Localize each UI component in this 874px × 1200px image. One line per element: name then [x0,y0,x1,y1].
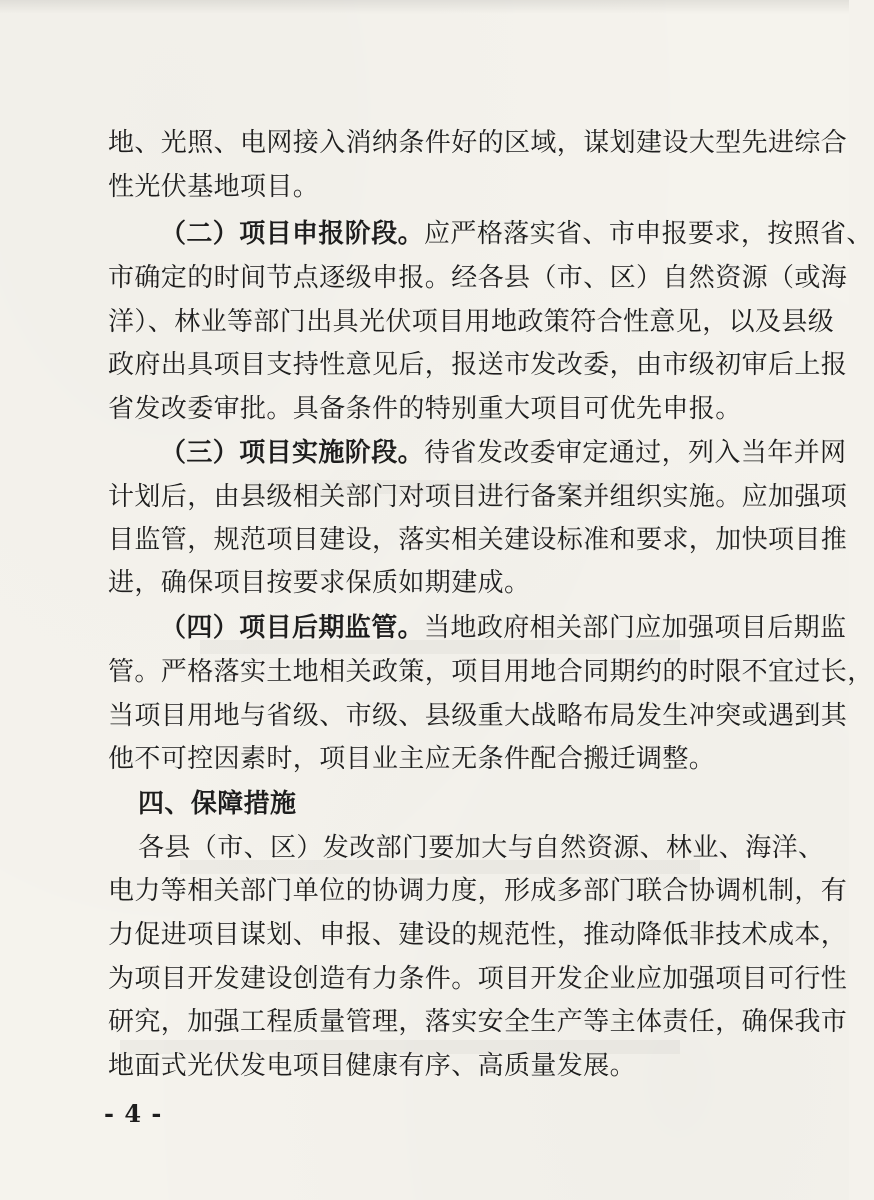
p1-line-1: 地、光照、电网接入消纳条件好的区域，谋划建设大型先进综合 [108,128,848,158]
p5-line-1: 各县（市、区）发改部门要加大与自然资源、林业、海洋、 [138,833,825,863]
p3-line-1 [160,433,847,473]
p2-line-4: 政府出具项目支持性意见后，报送市发改委，由市级初审后上报 [108,350,848,380]
p4-line-2: 管。严格落实土地相关政策，项目用地合同期约的时限不宜过长， [108,657,874,687]
p4-lead: （四）项目后期监管。 [160,613,425,643]
scan-top-edge [0,0,849,14]
p5-line-6: 地面式光伏发电项目健康有序、高质量发展。 [108,1051,637,1081]
p3-lead: （三）项目实施阶段。 [160,438,425,468]
p2-line-3: 洋）、林业等部门出具光伏项目用地政策符合性意见，以及县级 [108,307,835,337]
p2-line-1 [160,214,873,254]
p2-line-2: 市确定的时间节点逐级申报。经各县（市、区）自然资源（或海 [108,263,848,293]
p5-line-3: 力促进项目谋划、申报、建设的规范性，推动降低非技术成本， [108,920,848,950]
p2-lead: （二）项目申报阶段。 [160,219,425,249]
p3-line-3: 目监管，规范项目建设，落实相关建设标准和要求，加快项目推 [108,525,848,555]
p3-line-1-rest: 待省发改委审定通过，列入当年并网 [424,438,847,468]
section-heading-4: 四、保障措施 [138,789,297,819]
p1-line-2: 性光伏基地项目。 [108,172,320,202]
p4-line-1 [160,608,847,648]
p4-line-1-rest: 当地政府相关部门应加强项目后期监 [424,613,847,643]
p5-line-2: 电力等相关部门单位的协调力度，形成多部门联合协调机制，有 [108,876,848,906]
p4-line-4: 他不可控因素时，项目业主应无条件配合搬迁调整。 [108,744,716,774]
p2-line-5: 省发改委审批。具备条件的特别重大项目可优先申报。 [108,394,742,424]
p5-line-5: 研究，加强工程质量管理，落实安全生产等主体责任，确保我市 [108,1007,848,1037]
p5-line-4: 为项目开发建设创造有力条件。项目开发企业应加强项目可行性 [108,964,848,994]
page-number: - 4 - [104,1099,163,1128]
p2-line-1-rest: 应严格落实省、市申报要求，按照省、 [424,219,873,249]
p3-line-2: 计划后，由县级相关部门对项目进行备案并组织实施。应加强项 [108,482,848,512]
p3-line-4: 进，确保项目按要求保质如期建成。 [108,568,531,598]
p4-line-3: 当项目用地与省级、市级、县级重大战略布局发生冲突或遇到其 [108,701,848,731]
